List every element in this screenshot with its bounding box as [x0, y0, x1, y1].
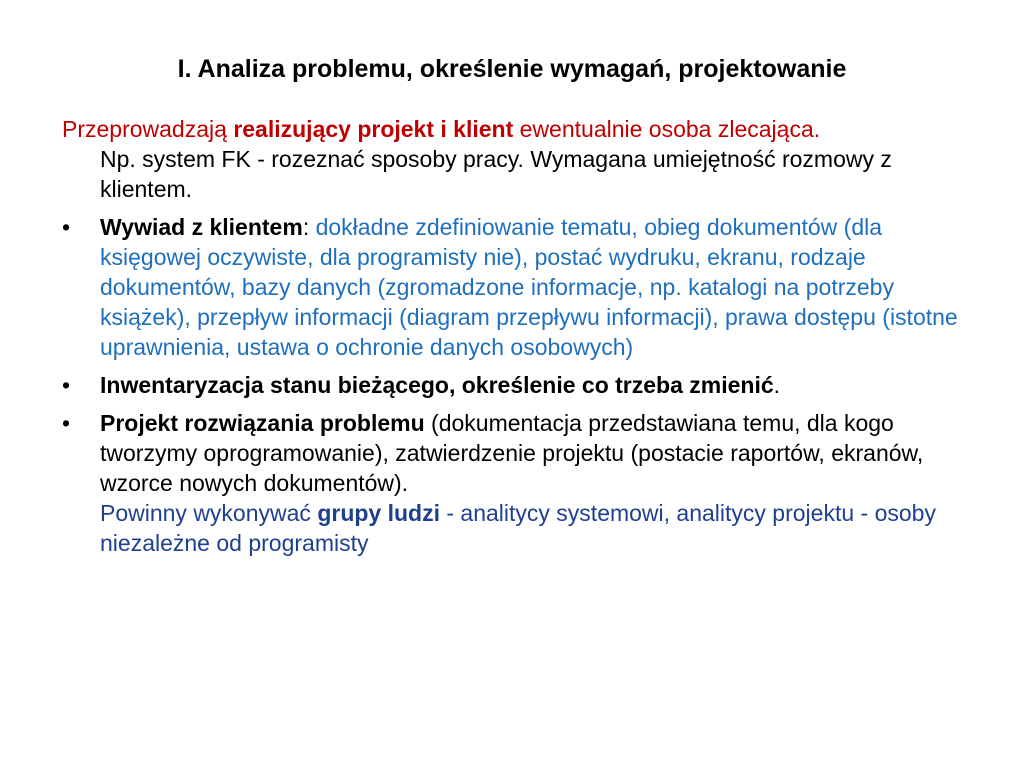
- intro-paragraph: [62, 114, 972, 204]
- bullet-text: dokładne zdefiniowanie tematu, obieg dokumentów (dla księgowej oczywiste, dla programisty nie), postać wydruku, ekranu, rodzaje dokumentów, bazy danych (zgromadzone informacje, np. katalogi na potrzeby książek), przepływ informacji (diagram przepływu informacji), prawa dostępu (istotne uprawnienia, ustawa o ochronie danych osobowych): [100, 214, 958, 360]
- bullet-separator: :: [302, 214, 316, 240]
- bullet-text: (dokumentacja przedstawiana temu, dla kogo tworzymy oprogramowanie), zatwierdzenie projektu (postacie raportów, ekranów, wzorce nowych dokumentów).: [100, 410, 924, 496]
- bullet-dot-icon: •: [62, 410, 71, 436]
- intro-text-example: Np. system FK - rozeznać sposoby pracy. Wymagana umiejętność rozmowy z klientem.: [100, 146, 892, 202]
- intro-text-1: Przeprowadzają: [62, 116, 234, 142]
- bullet-lead: Wywiad z klientem: [100, 214, 303, 240]
- intro-text-emphasis: realizujący projekt i klient: [233, 116, 514, 142]
- intro-text-2: ewentualnie osoba zlecająca.: [513, 116, 821, 142]
- bullet-item-project: [62, 408, 972, 558]
- bullet-subtext-1: Powinny wykonywać: [100, 500, 318, 526]
- bullet-text: .: [773, 372, 781, 398]
- slide-title: I. Analiza problemu, określenie wymagań, projektowanie: [177, 55, 847, 83]
- bullet-item-inventory: [62, 370, 972, 400]
- bullet-subtext-emphasis: grupy ludzi: [317, 500, 440, 526]
- bullet-lead: Projekt rozwiązania problemu: [100, 410, 425, 436]
- bullet-lead: Inwentaryzacja stanu bieżącego, określenie co trzeba zmienić: [100, 372, 774, 398]
- bullet-dot-icon: •: [62, 372, 71, 398]
- bullet-subtext-2: - analitycy systemowi, analitycy projektu - osoby niezależne od programisty: [100, 500, 936, 556]
- bullet-subtext: [100, 498, 972, 558]
- bullet-item-interview: [62, 212, 972, 362]
- slide-body: [62, 114, 972, 558]
- bullet-dot-icon: •: [62, 214, 71, 240]
